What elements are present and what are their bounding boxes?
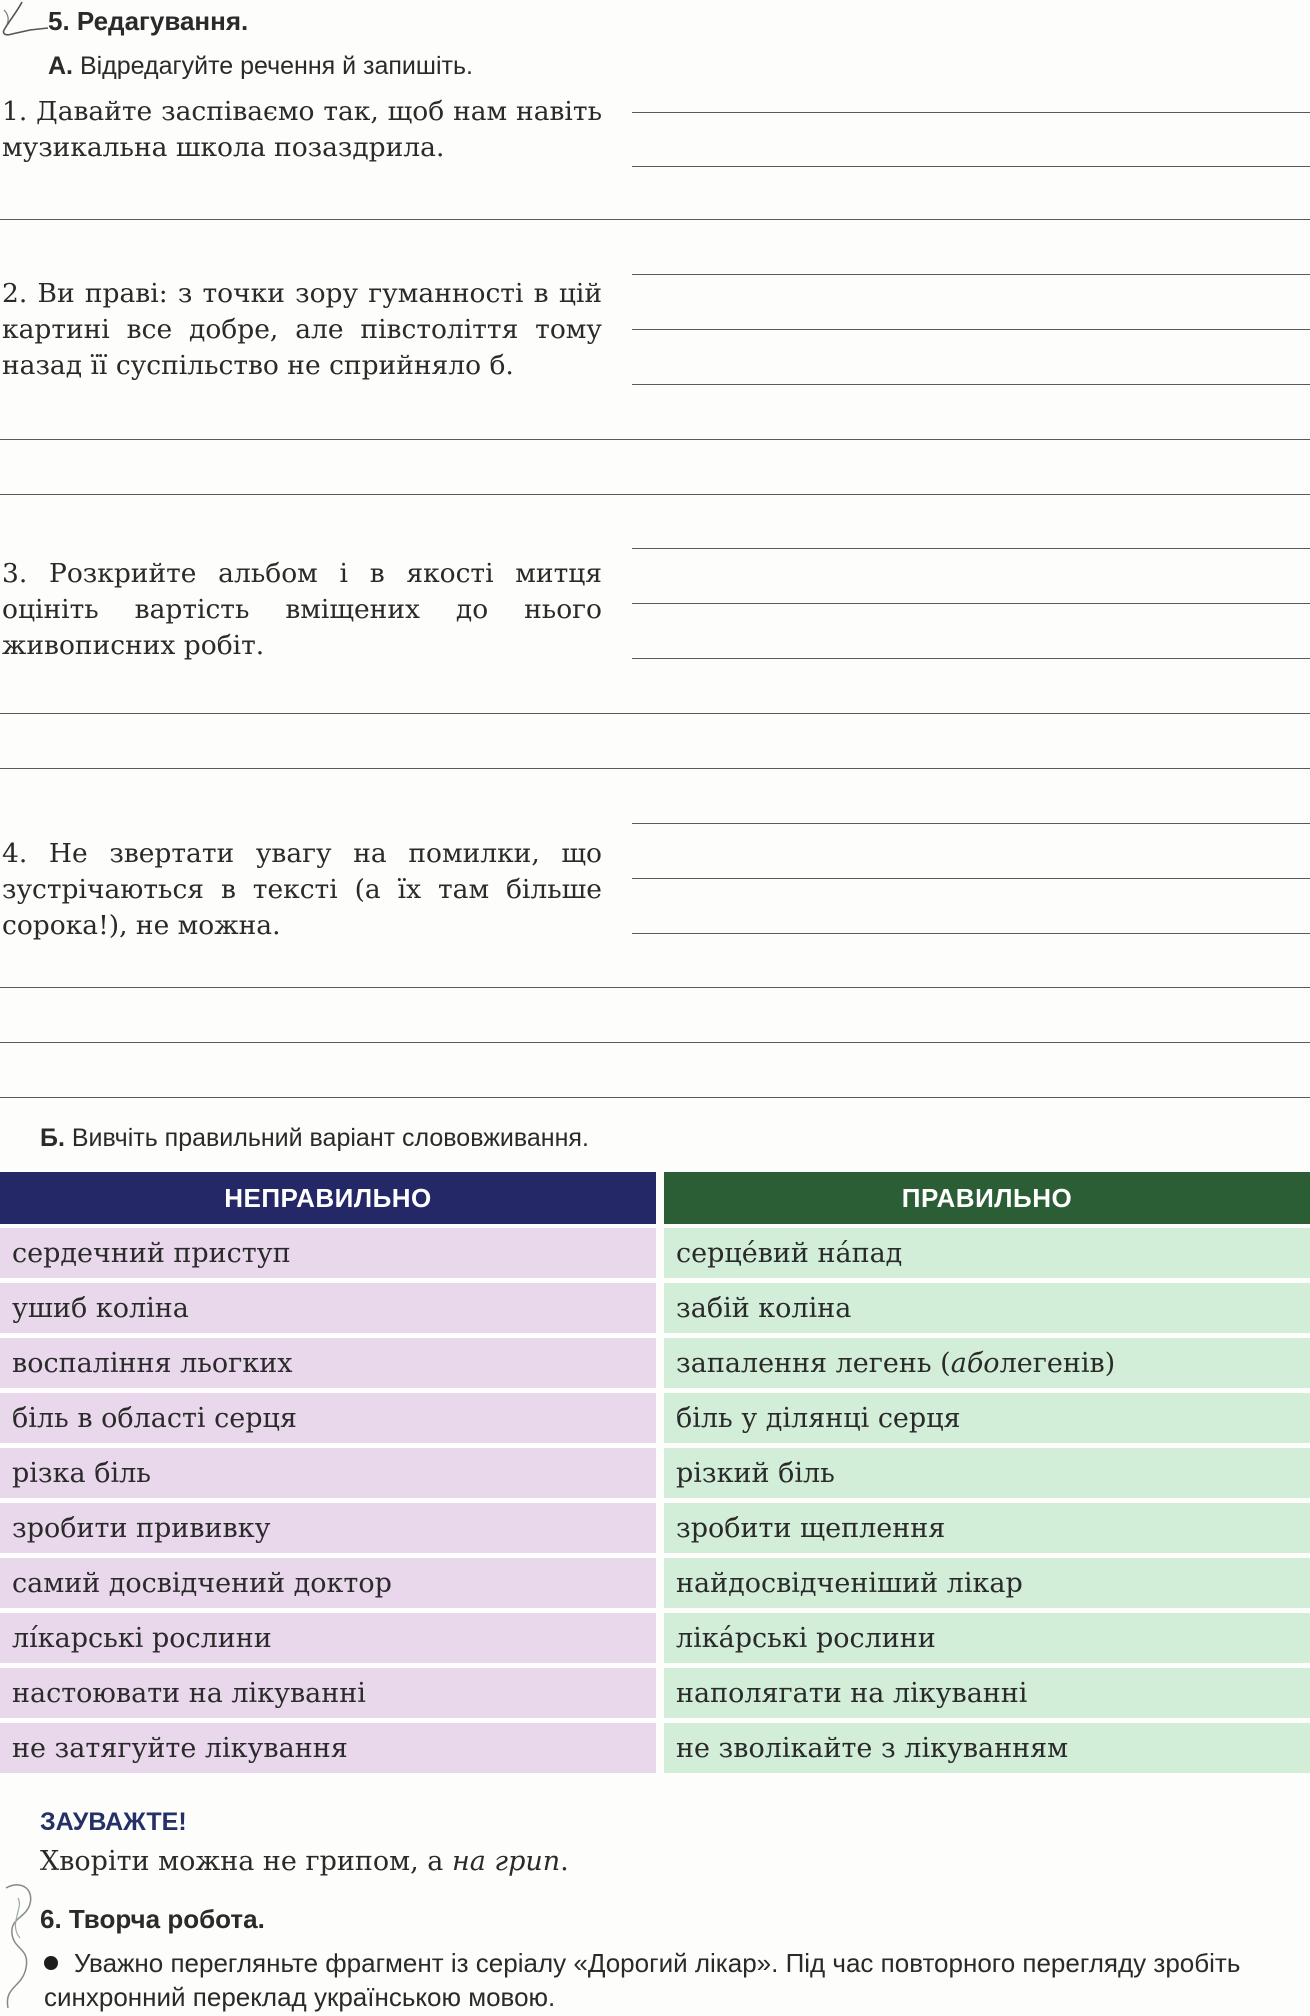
sentence-3: 3. Розкрийте альбом і в якості митця оцініть вартість вміщених до нього живописних робіт. bbox=[2, 558, 602, 661]
answer-line[interactable] bbox=[0, 713, 1310, 714]
task-5b-instruction bbox=[40, 1124, 589, 1153]
task-6-bullet bbox=[44, 1946, 1306, 2014]
sentence-4: 4. Не звертати увагу на помилки, що зустрічаються в тексті (а їх там більше сорока!), не можна. bbox=[2, 838, 602, 941]
answer-line[interactable] bbox=[0, 1042, 1310, 1043]
table-cell-wrong: настоювати на лікуванні bbox=[0, 1668, 656, 1718]
task-5b-text: Вивчіть правильний варіант слововживання. bbox=[64, 1124, 589, 1152]
header-right: ПРАВИЛЬНО bbox=[664, 1172, 1310, 1224]
note-title: ЗАУВАЖТЕ! bbox=[40, 1808, 187, 1836]
table-cell-wrong: не затягуйте лікування bbox=[0, 1723, 656, 1773]
answer-line[interactable] bbox=[0, 768, 1310, 769]
answer-line[interactable] bbox=[0, 494, 1310, 495]
answer-line[interactable] bbox=[632, 603, 1310, 604]
task-5a-letter: А. bbox=[48, 52, 73, 80]
answer-line[interactable] bbox=[632, 166, 1310, 167]
note-text-start: Хворіти можна не грипом, а bbox=[40, 1846, 452, 1877]
ornament-icon bbox=[0, 1878, 40, 2016]
table-cell-wrong: зробити прививку bbox=[0, 1503, 656, 1553]
answer-line[interactable] bbox=[632, 329, 1310, 330]
task-5a-text: Відредагуйте речення й запишіть. bbox=[73, 52, 473, 80]
sentence-2: 2. Ви праві: з точки зору гуманності в цій картині все добре, але півстоліття тому назад її суспільство не сприйняло б. bbox=[2, 278, 602, 381]
answer-line[interactable] bbox=[0, 219, 1310, 220]
table-cell-right: не зволікайте з лікуванням bbox=[664, 1723, 1310, 1773]
answer-line[interactable] bbox=[632, 112, 1310, 113]
task-6-title: 6. Творча робота. bbox=[40, 1904, 265, 1934]
table-cell-right: зробити щеплення bbox=[664, 1503, 1310, 1553]
table-cell-wrong: ушиб коліна bbox=[0, 1283, 656, 1333]
answer-line[interactable] bbox=[632, 548, 1310, 549]
note-text bbox=[40, 1846, 569, 1877]
note-text-italic: на грип bbox=[451, 1846, 561, 1877]
table-cell-wrong: самий досвідчений доктор bbox=[0, 1558, 656, 1608]
answer-line[interactable] bbox=[0, 1097, 1310, 1098]
table-cell-right: різкий біль bbox=[664, 1448, 1310, 1498]
answer-line[interactable] bbox=[632, 933, 1310, 934]
table-cell-wrong: різка біль bbox=[0, 1448, 656, 1498]
sentence-1: 1. Давайте заспіваємо так, щоб нам навіть музикальна школа позаздрила. bbox=[2, 96, 602, 163]
table-cell-wrong: сердечний приступ bbox=[0, 1228, 656, 1278]
task-5b-letter: Б. bbox=[40, 1124, 65, 1152]
header-wrong: НЕПРАВИЛЬНО bbox=[0, 1172, 656, 1224]
table-cell-right: серце́вий на́пад bbox=[664, 1228, 1310, 1278]
task-5-title: 5. Редагування. bbox=[48, 6, 249, 36]
bullet-icon bbox=[44, 1956, 58, 1970]
answer-line[interactable] bbox=[632, 384, 1310, 385]
task-5a-instruction bbox=[48, 52, 473, 81]
table-cell-right: ліка́рські рослини bbox=[664, 1613, 1310, 1663]
corner-scribble-icon bbox=[0, 0, 50, 46]
table-cell-right: запалення легень ( або легенів) bbox=[664, 1338, 1310, 1388]
answer-line[interactable] bbox=[632, 274, 1310, 275]
table-cell-right: наполягати на лікуванні bbox=[664, 1668, 1310, 1718]
table-cell-right: найдосвідченіший лікар bbox=[664, 1558, 1310, 1608]
answer-line[interactable] bbox=[632, 878, 1310, 879]
table-cell-wrong: воспаління льогких bbox=[0, 1338, 656, 1388]
note-text-end: . bbox=[560, 1846, 569, 1877]
answer-line[interactable] bbox=[632, 823, 1310, 824]
answer-line[interactable] bbox=[632, 658, 1310, 659]
answer-line[interactable] bbox=[0, 439, 1310, 440]
table-cell-right: біль у ділянці серця bbox=[664, 1393, 1310, 1443]
table-cell-wrong: лі́карські рослини bbox=[0, 1613, 656, 1663]
table-cell-wrong: біль в області серця bbox=[0, 1393, 656, 1443]
answer-line[interactable] bbox=[0, 987, 1310, 988]
table-cell-right: забій коліна bbox=[664, 1283, 1310, 1333]
task-6-bullet-text: Уважно перегляньте фрагмент із серіалу «Дорогий лікар». Під час повторного перегляду зробіть синхронний переклад українською мовою. bbox=[44, 1948, 1241, 2012]
